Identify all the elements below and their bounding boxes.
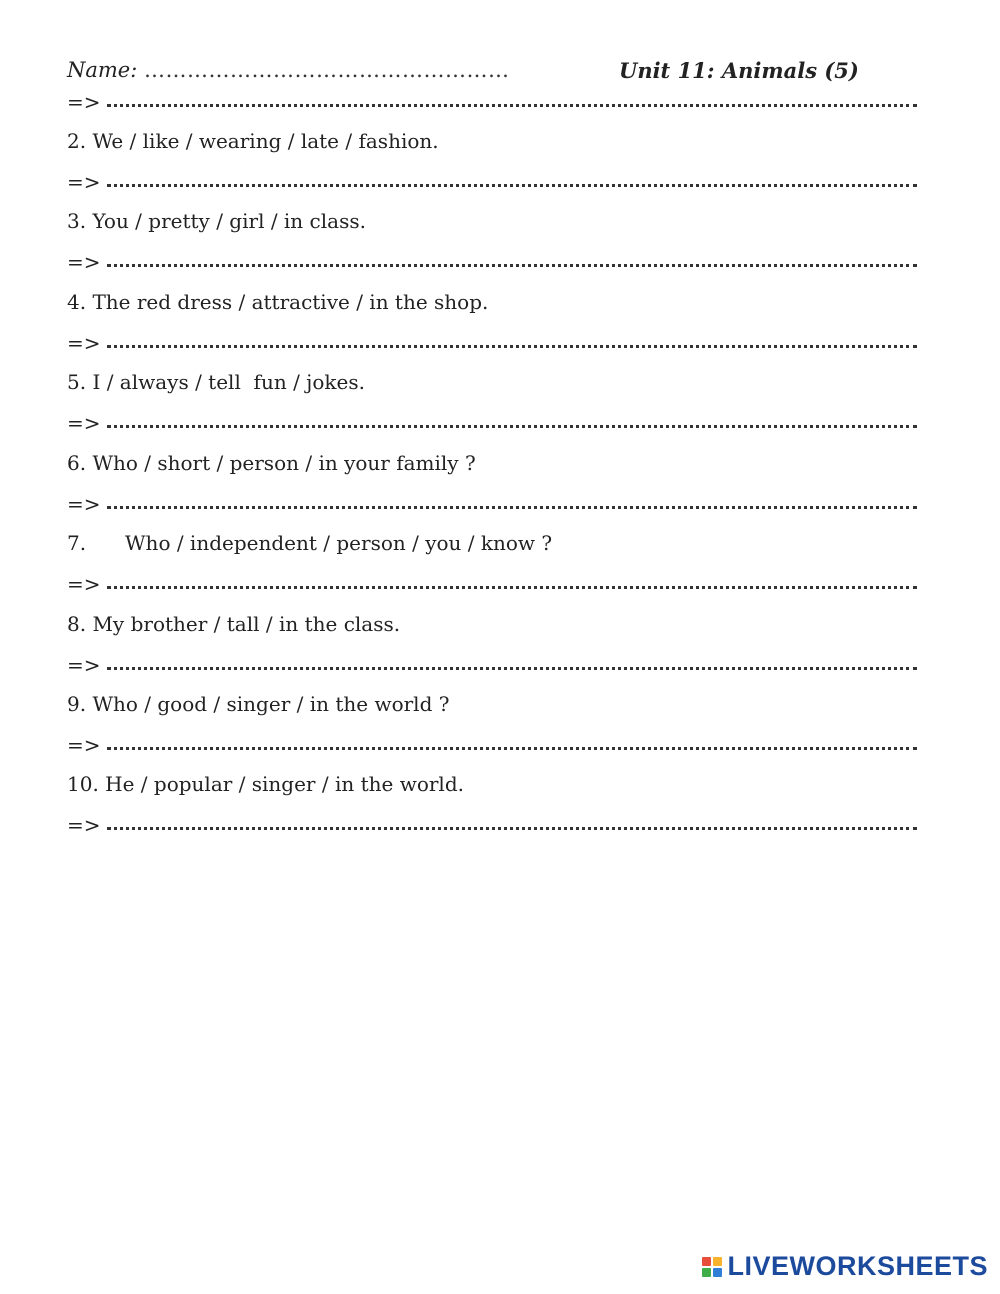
answer-dots[interactable] xyxy=(107,661,917,670)
name-field[interactable]: …………………………………………… xyxy=(144,58,510,82)
logo-square xyxy=(702,1268,711,1277)
answer-line[interactable] xyxy=(67,653,917,677)
question-10: 10. He / popular / singer / in the world. xyxy=(67,772,464,796)
question-9: 9. Who / good / singer / in the world ? xyxy=(67,692,450,716)
answer-dots[interactable] xyxy=(107,500,917,509)
answer-arrow: => xyxy=(67,653,101,677)
answer-arrow: => xyxy=(67,411,101,435)
answer-line[interactable] xyxy=(67,411,917,435)
answer-line[interactable] xyxy=(67,572,917,596)
question-8: 8. My brother / tall / in the class. xyxy=(67,612,401,636)
question-7 xyxy=(67,531,917,555)
answer-dots[interactable] xyxy=(107,98,917,107)
answer-dots[interactable] xyxy=(107,339,917,348)
answer-dots[interactable] xyxy=(107,178,917,187)
question-3: 3. You / pretty / girl / in class. xyxy=(67,209,366,233)
liveworksheets-logo xyxy=(702,1251,988,1282)
answer-arrow: => xyxy=(67,250,101,274)
answer-line[interactable] xyxy=(67,492,917,516)
answer-line[interactable] xyxy=(67,733,917,757)
answer-line[interactable] xyxy=(67,250,917,274)
answer-dots[interactable] xyxy=(107,821,917,830)
unit-title: Unit 11: Animals (5) xyxy=(619,58,859,83)
answer-arrow: => xyxy=(67,813,101,837)
answer-arrow: => xyxy=(67,572,101,596)
answer-line[interactable] xyxy=(67,813,917,837)
logo-square xyxy=(713,1257,722,1266)
answer-arrow: => xyxy=(67,733,101,757)
answer-arrow: => xyxy=(67,331,101,355)
brand-name: LIVEWORKSHEETS xyxy=(727,1251,988,1281)
question-2: 2. We / like / wearing / late / fashion. xyxy=(67,129,439,153)
question-7-number: 7. xyxy=(67,531,87,555)
logo-squares-icon xyxy=(702,1257,722,1277)
answer-arrow: => xyxy=(67,90,101,114)
answer-dots[interactable] xyxy=(107,258,917,267)
answer-arrow: => xyxy=(67,170,101,194)
answer-dots[interactable] xyxy=(107,741,917,750)
question-4: 4. The red dress / attractive / in the shop. xyxy=(67,290,489,314)
question-5: 5. I / always / tell fun / jokes. xyxy=(67,370,365,394)
logo-square xyxy=(702,1257,711,1266)
answer-line[interactable] xyxy=(67,170,917,194)
answer-line[interactable] xyxy=(67,90,917,114)
answer-arrow: => xyxy=(67,492,101,516)
worksheet-header xyxy=(67,58,917,86)
name-label: Name: xyxy=(67,58,138,82)
answer-dots[interactable] xyxy=(107,580,917,589)
question-7-text: Who / independent / person / you / know ? xyxy=(125,531,553,555)
logo-square xyxy=(713,1268,722,1277)
question-6: 6. Who / short / person / in your family ? xyxy=(67,451,476,475)
answer-dots[interactable] xyxy=(107,419,917,428)
answer-line[interactable] xyxy=(67,331,917,355)
